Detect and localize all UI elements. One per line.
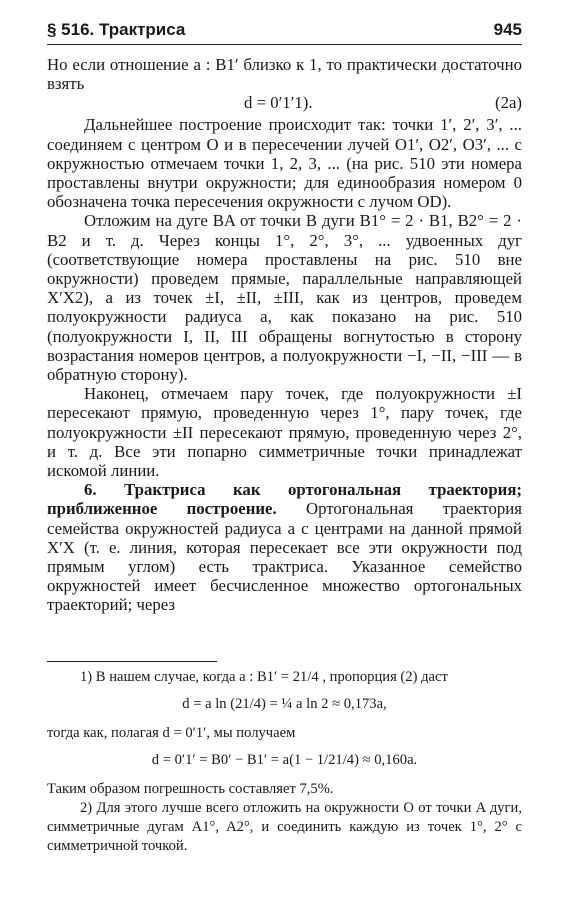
equation-number: (2a) [494, 93, 522, 113]
page-number: 945 [493, 20, 522, 39]
header-rule [47, 44, 522, 45]
footnote-1-middle: тогда как, полагая d = 0′1′, мы получаем [47, 725, 296, 741]
equation-2a [47, 93, 522, 115]
paragraph-1: Но если отношение a : B1′ близко к 1, то практически достаточно взять [47, 55, 522, 94]
footnote-rule [47, 661, 217, 662]
equation-formula: d = 0′1′1). [244, 93, 313, 113]
footnotes [47, 668, 522, 856]
paragraph-5 [47, 480, 522, 614]
paragraph-3: Отложим на дуге BA от точки B дуги B1° = 2 · B1, B2° = 2 · B2 и т. д. Через концы 1°, 2°, 3°, ... удвоенных дуг (соответствующие номера проставлены на рис. 510 вне окружности) проведем прямые, параллельные направляющей X′X2), а из точек ±I, ±II, ±III, как из центров, проведем полуокружности радиуса a, как показано на рис. 510 (полуокружности I, II, III обращены вогнутостью в сторону возрастания номеров центров, а полуокружности −I, −II, −III — в обратную сторону). [47, 211, 522, 385]
page-header [47, 20, 522, 44]
paragraph-2: Дальнейшее построение происходит так: точки 1′, 2′, 3′, ... соединяем с центром O и в пересечении лучей O1′, O2′, O3′, ... с окружностью отмечаем точки 1, 2, 3, ... (на рис. 510 эти номера проставлены внутри окружности; для единообразия номером 0 обозначена точка пересечения окружности с лучом OD). [47, 115, 522, 212]
main-text [47, 55, 522, 615]
paragraph-4: Наконец, отмечаем пару точек, где полуокружности ±I пересекают прямую, проведенную через 1°, пару точек, где полуокружности ±II пересекают прямую, проведенную через 2°, и т. д. Все эти попарно симметричные точки принадлежат искомой линии. [47, 384, 522, 481]
footnote-2: 2) Для этого лучше всего отложить на окружности O от точки A дуги, симметричные дугам A1°, A2°, и соединить каждую из точек 1°, 2° с симметричной точкой. [47, 800, 522, 854]
subsection-heading: 6. Трактриса как ортогональная траектория; приближенное построение. [47, 480, 522, 519]
section-title: § 516. Трактриса [47, 20, 186, 39]
paragraph-5-text: Ортогональная траектория семейства окружностей радиуса a с центрами на данной прямой X′X (т. е. линия, которая пересекает все эти окружности под прямым углом) есть трактриса. Указанное семейство окружностей имеет бесчисленное множество ортогональных траекторий; через [47, 499, 522, 615]
footnote-1: 1) В нашем случае, когда a : B1′ = 21/4 , пропорция (2) даст [80, 669, 448, 685]
footnote-1-end: Таким образом погрешность составляет 7,5%. [47, 781, 334, 797]
footnote-1-equation-2: d = 0′1′ = B0′ − B1′ = a(1 − 1/21/4) ≈ 0,160a. [151, 752, 418, 768]
footnote-1-equation-1: d = a ln (21/4) = ¼ a ln 2 ≈ 0,173a, [182, 696, 387, 712]
